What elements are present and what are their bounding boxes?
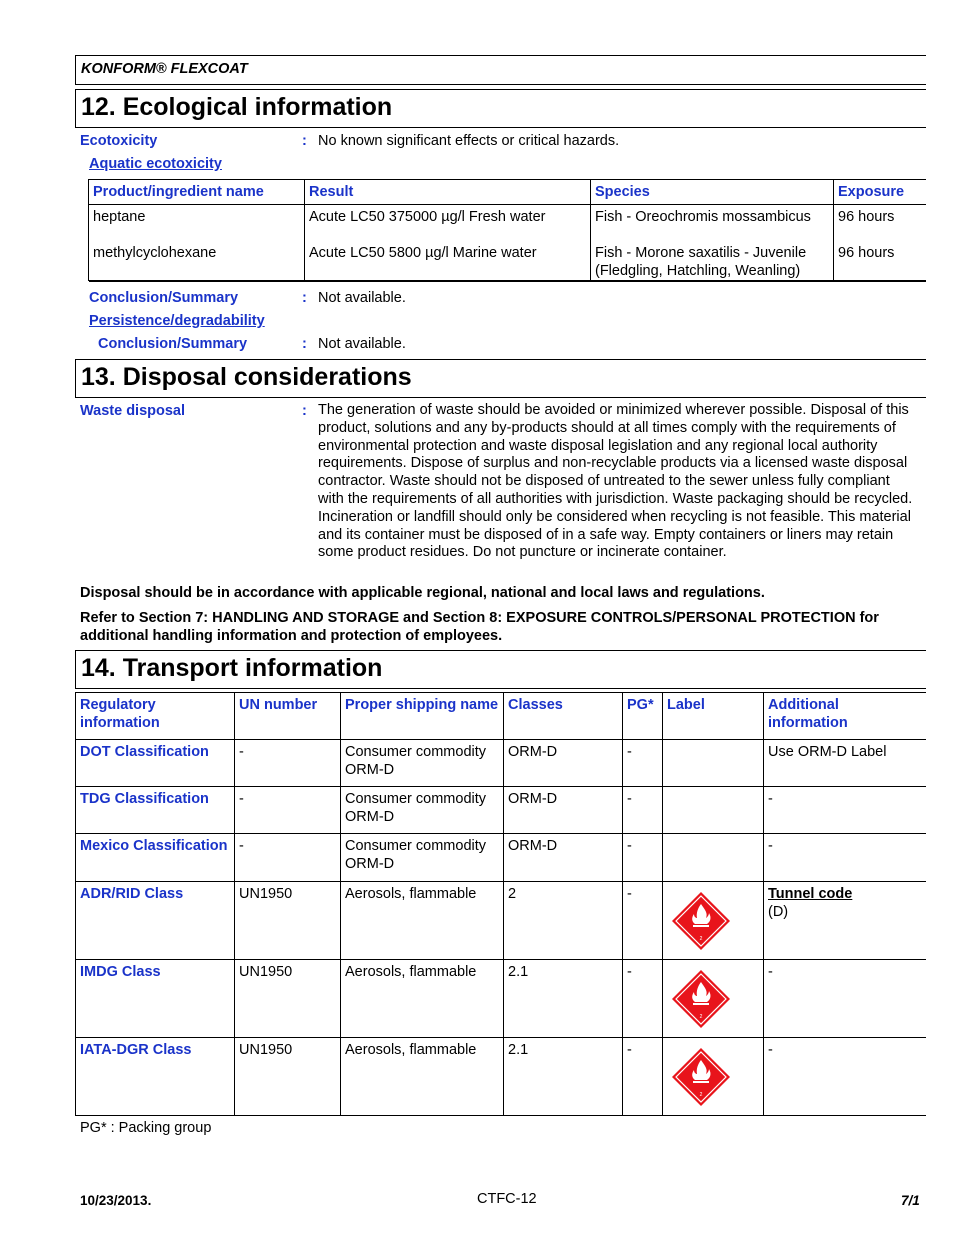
table-cell: Consumer commodity ORM-D	[341, 787, 504, 834]
section-12-title: 12. Ecological information	[81, 93, 393, 121]
table-cell: UN1950	[235, 960, 341, 1038]
packing-group-footnote: PG* : Packing group	[80, 1120, 212, 1136]
section-13-header	[75, 359, 926, 398]
table-cell: Consumer commodity ORM-D	[341, 740, 504, 787]
table-row	[76, 787, 926, 834]
header-bar	[75, 55, 926, 85]
table-cell: -	[623, 787, 663, 834]
tunnel-code-value: (D)	[768, 904, 789, 920]
table-cell: -	[235, 787, 341, 834]
table-cell: Aerosols, flammable	[341, 882, 504, 960]
waste-disposal-label: Waste disposal	[80, 403, 186, 419]
table-cell	[663, 1038, 764, 1116]
table-cell: UN1950	[235, 882, 341, 960]
table-row	[76, 882, 926, 960]
table-cell: ORM-D	[504, 740, 623, 787]
aquatic-ecotoxicity-label: Aquatic ecotoxicity	[89, 156, 222, 172]
table-cell: Aerosols, flammable	[341, 960, 504, 1038]
cell-text: methylcyclohexane	[93, 245, 217, 261]
persistence-label: Persistence/degradability	[89, 313, 265, 329]
conclusion-summary-value: Not available.	[318, 290, 406, 306]
colon: :	[302, 133, 307, 149]
flammable-hazard-label-icon	[671, 969, 731, 1029]
colon: :	[302, 403, 307, 419]
table-cell: -	[623, 740, 663, 787]
cell-text: 96 hours	[838, 245, 895, 261]
svg-text:2: 2	[699, 1014, 703, 1020]
product-name: KONFORM® FLEXCOAT	[81, 61, 248, 77]
table-row	[76, 1038, 926, 1116]
conclusion-summary-label: Conclusion/Summary	[89, 290, 239, 306]
section-13-title: 13. Disposal considerations	[81, 363, 412, 391]
section-12-header	[75, 89, 926, 128]
table-cell	[663, 787, 764, 834]
table-header-cell: Species	[591, 180, 834, 205]
table-cell	[663, 960, 764, 1038]
svg-text:2: 2	[699, 936, 703, 942]
colon: :	[302, 290, 307, 306]
ecotoxicity-label: Ecotoxicity	[80, 133, 158, 149]
table-row	[76, 960, 926, 1038]
cell-text: 96 hours	[838, 209, 895, 225]
flammable-hazard-label-icon	[671, 1047, 731, 1107]
tunnel-code-title: Tunnel code	[768, 886, 853, 902]
table-header-cell: Product/ingredient name	[89, 180, 305, 205]
table-header-row	[76, 693, 926, 740]
table-cell	[89, 205, 305, 281]
table-header-cell: Regulatory information	[76, 693, 235, 740]
table-header-cell: Exposure	[834, 180, 926, 205]
conclusion-summary-value: Not available.	[318, 336, 406, 352]
table-cell: -	[623, 1038, 663, 1116]
table-cell	[591, 205, 834, 281]
table-cell	[834, 205, 926, 281]
table-cell: IATA-DGR Class	[76, 1038, 235, 1116]
cell-text: Fish - Morone saxatilis - Juvenile (Fledgling, Hatchling, Weanling)	[595, 245, 807, 279]
cell-text: Acute LC50 5800 µg/l Marine water	[309, 245, 537, 261]
footer-page: 7/1	[901, 1193, 920, 1208]
flammable-hazard-label-icon	[671, 891, 731, 951]
section-14-header	[75, 650, 926, 689]
footer-code: CTFC-12	[477, 1191, 537, 1207]
table-cell	[663, 834, 764, 882]
table-cell: 2.1	[504, 1038, 623, 1116]
aquatic-ecotoxicity-table	[88, 179, 926, 282]
table-header-cell: PG*	[623, 693, 663, 740]
table-row	[89, 205, 926, 281]
table-cell: Use ORM-D Label	[764, 740, 926, 787]
table-header-cell: Result	[305, 180, 591, 205]
footer-date: 10/23/2013.	[80, 1193, 152, 1208]
cell-text: heptane	[93, 209, 146, 225]
table-cell	[305, 205, 591, 281]
table-cell: -	[623, 834, 663, 882]
section-14-title: 14. Transport information	[81, 654, 383, 682]
table-cell	[663, 740, 764, 787]
refer-note: Refer to Section 7: HANDLING AND STORAGE and Section 8: EXPOSURE CONTROLS/PERSONAL PROTECTION for additional handling information and protection of employees.	[80, 610, 879, 644]
table-cell: -	[764, 787, 926, 834]
table-cell: 2.1	[504, 960, 623, 1038]
cell-text: Acute LC50 375000 µg/l Fresh water	[309, 209, 546, 225]
ecotoxicity-value: No known significant effects or critical hazards.	[318, 133, 620, 149]
table-cell: -	[764, 960, 926, 1038]
table-cell: -	[235, 740, 341, 787]
table-header-cell: Classes	[504, 693, 623, 740]
table-row	[76, 740, 926, 787]
table-cell: TDG Classification	[76, 787, 235, 834]
table-cell: Aerosols, flammable	[341, 1038, 504, 1116]
table-cell: 2	[504, 882, 623, 960]
table-cell: -	[623, 960, 663, 1038]
table-cell: ORM-D	[504, 834, 623, 882]
table-header-cell: UN number	[235, 693, 341, 740]
table-cell: -	[764, 834, 926, 882]
svg-text:2: 2	[699, 1092, 703, 1098]
table-cell: Mexico Classification	[76, 834, 235, 882]
table-row	[76, 834, 926, 882]
table-header-row	[89, 180, 926, 205]
table-cell: Consumer commodity ORM-D	[341, 834, 504, 882]
waste-disposal-text: The generation of waste should be avoided or minimized wherever possible. Disposal of this product, solutions and any by-products should at all times comply with the requirements of environmental protection and waste disposal legislation and any regional local authority requirements. Dispose of surplus and non-recyclable products via a licensed waste disposal contractor. Waste should not be disposed of untreated to the sewer unless fully compliant with the requirements of all authorities with jurisdiction. Waste packaging should be recycled. Incineration or landfill should only be considered when recycling is not feasible. This material and its container must be disposed of in a safe way. Empty containers or liners may retain some product residues. Do not puncture or incinerate container.	[318, 402, 913, 561]
table-cell: DOT Classification	[76, 740, 235, 787]
transport-table	[75, 692, 926, 1116]
table-cell: ORM-D	[504, 787, 623, 834]
table-cell: UN1950	[235, 1038, 341, 1116]
table-cell: ADR/RID Class	[76, 882, 235, 960]
table-header-cell: Additional information	[764, 693, 926, 740]
disposal-note: Disposal should be in accordance with applicable regional, national and local laws and regulations.	[80, 585, 765, 601]
cell-text: Fish - Oreochromis mossambicus	[595, 209, 811, 225]
colon: :	[302, 336, 307, 352]
table-cell: -	[235, 834, 341, 882]
conclusion-summary-label: Conclusion/Summary	[98, 336, 248, 352]
table-cell: -	[764, 1038, 926, 1116]
table-cell: IMDG Class	[76, 960, 235, 1038]
table-cell	[764, 882, 926, 960]
table-cell: -	[623, 882, 663, 960]
table-header-cell: Label	[663, 693, 764, 740]
table-cell	[663, 882, 764, 960]
table-header-cell: Proper shipping name	[341, 693, 504, 740]
